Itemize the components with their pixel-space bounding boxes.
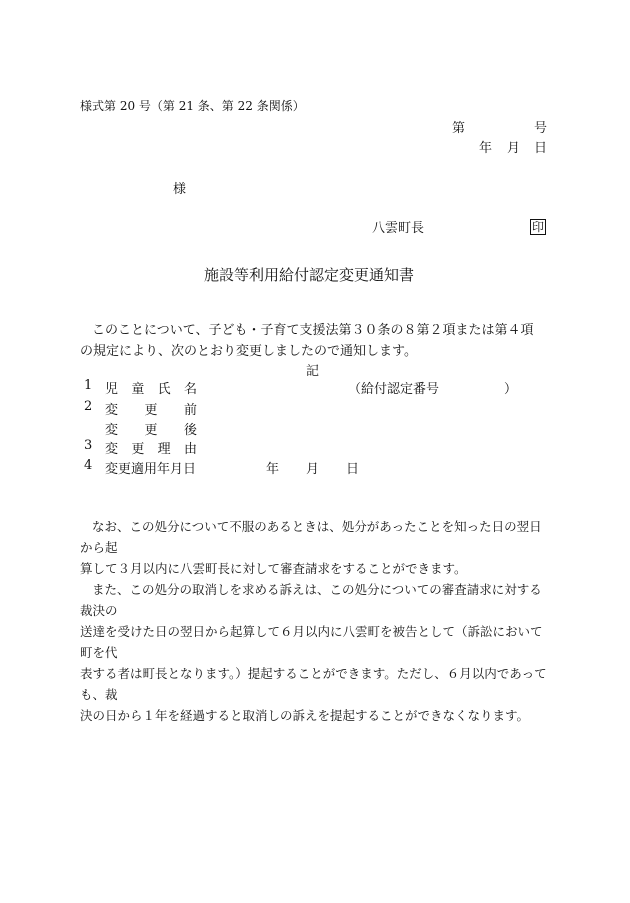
notice-p2-line-4: 決の日から１年を経過すると取消しの訴えを提起することができなくなります。 [80, 708, 530, 723]
issuer-name: 八雲町長 [372, 221, 425, 236]
item-2b-label: 変更後 [105, 423, 197, 438]
notice-p1-line-1: なお、この処分について不服のあるときは、処分があったことを知った日の翌日から起 [80, 519, 542, 555]
item-1-cert-number: （給付認定番号 ） [348, 382, 518, 397]
seal-mark [530, 216, 546, 235]
item-1-label: 児童氏名 [105, 382, 197, 397]
intro-line-2: の規定により、次のとおり変更しましたので通知します。 [80, 344, 417, 359]
notice-p2-line-1: また、この処分の取消しを求める訴えは、この処分についての審査請求に対する裁決の [80, 582, 542, 618]
form-number: 様式第 20 号（第 21 条、第 22 条関係） [80, 99, 305, 113]
doc-number-prefix: 第 [452, 121, 466, 136]
item-3-label: 変更理由 [105, 442, 197, 457]
intro-line-1: このことについて、子ども・子育て支援法第３０条の８第２項または第４項 [92, 323, 534, 338]
notice-p1-line-2: 算して３月以内に八雲町長に対して審査請求をすることができます。 [80, 561, 467, 576]
ki-heading: 記 [306, 364, 320, 379]
effective-year: 年 [266, 462, 280, 477]
seal-text: 印 [532, 220, 545, 234]
effective-day: 日 [346, 462, 360, 477]
doc-number-suffix: 号 [534, 121, 548, 136]
effective-month: 月 [306, 462, 320, 477]
recipient-suffix: 様 [173, 182, 187, 197]
notice-p2-line-2: 送達を受けた日の翌日から起算して６月以内に八雲町を被告として（訴訟において町を代 [80, 624, 543, 660]
item-1-number: 1 [84, 378, 93, 393]
item-4-number: 4 [84, 458, 93, 473]
item-2-number: 2 [84, 399, 93, 414]
notice-p2-line-3: 表する者は町長となります。）提起することができます。ただし、６月以内であっても、裁 [80, 666, 547, 702]
date-year: 年 [479, 141, 493, 156]
item-3-number: 3 [84, 438, 93, 453]
document-title: 施設等利用給付認定変更通知書 [204, 266, 415, 284]
item-2-label: 変更前 [105, 403, 197, 418]
date-day: 日 [534, 141, 548, 156]
item-4-label: 変更適用年月日 [105, 462, 197, 477]
appeal-notice [80, 516, 552, 726]
date-month: 月 [507, 141, 521, 156]
